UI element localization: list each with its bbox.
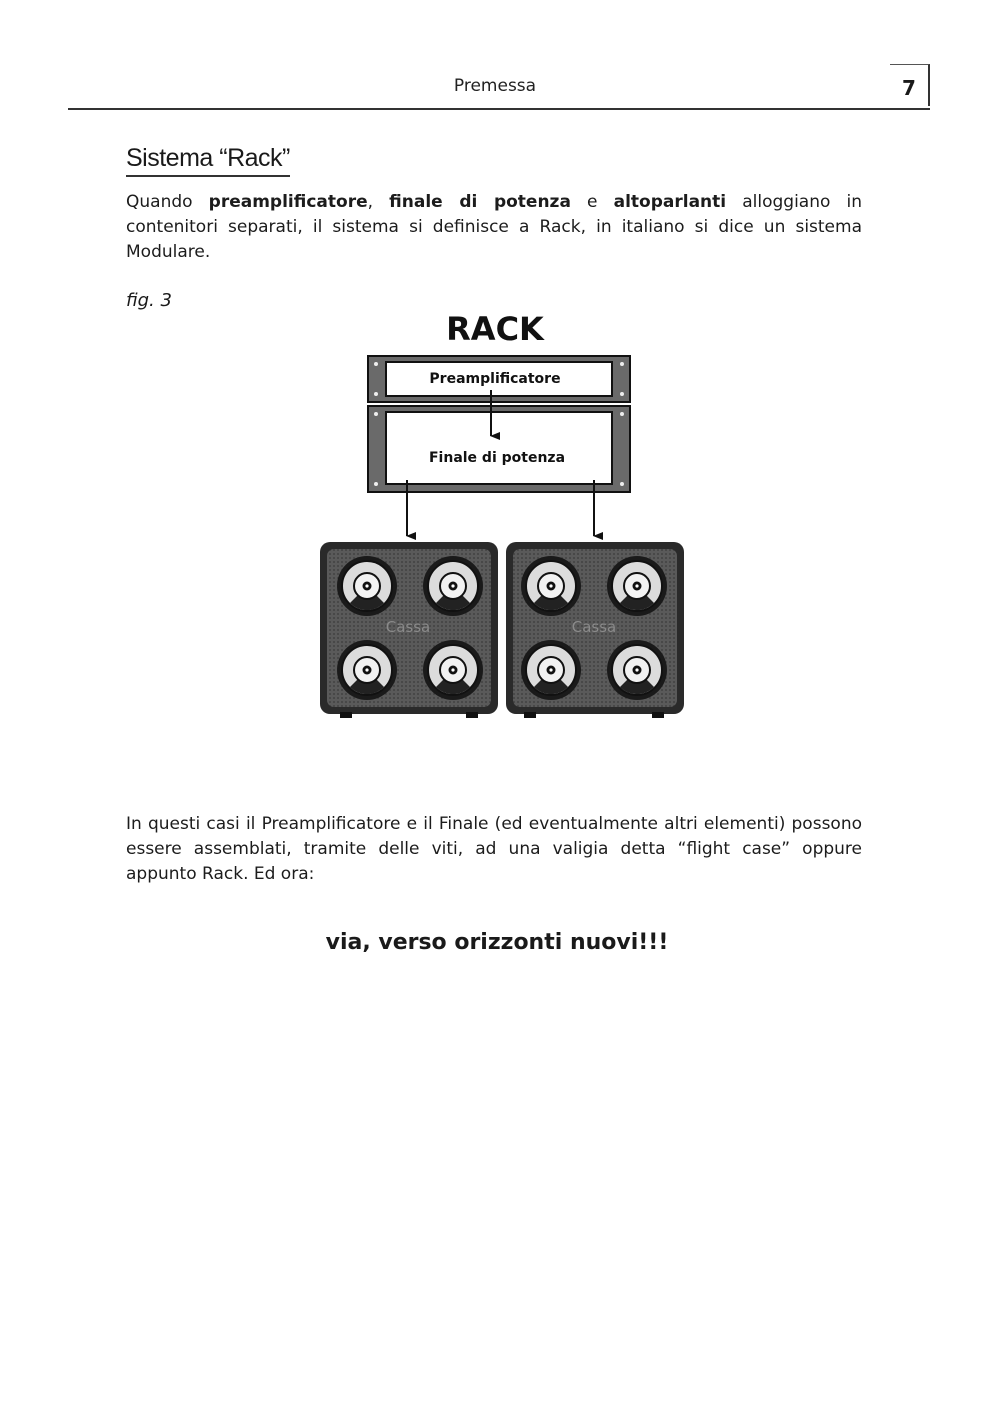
power-amp-label: Finale di potenza: [428, 450, 566, 466]
rack-title: RACK: [446, 310, 544, 348]
right-cabinet-label: Cassa: [571, 618, 617, 636]
term-finale-di-potenza: finale di potenza: [389, 192, 571, 212]
left-cabinet-label: Cassa: [385, 618, 431, 636]
preamp-unit: [368, 356, 630, 402]
term-altoparlanti: altoparlanti: [613, 192, 727, 212]
right-cabinet: [506, 542, 684, 718]
preamp-label: Preamplificatore: [429, 371, 561, 387]
running-header: Premessa: [453, 76, 537, 96]
left-cabinet: [320, 542, 498, 718]
intro-text-1: Quando: [126, 192, 209, 212]
rack-explanation-paragraph: In questi casi il Preamplificatore e il Finale (ed eventualmente altri elementi) possono essere assemblati, tramite delle viti, ad una valigia detta “flight case” oppure appunto Rack. Ed ora:: [126, 814, 862, 884]
intro-text-4: alloggiano in contenitori separati, il sistema si definisce a Rack, in italiano si dice un sistema Modulare.: [126, 192, 862, 262]
section-title: Sistema “Rack”: [126, 144, 290, 177]
page-number: 7: [890, 64, 930, 106]
closing-line: via, verso orizzonti nuovi!!!: [325, 930, 669, 955]
power-amp-unit: [368, 406, 630, 492]
intro-text-3: e: [570, 192, 614, 212]
intro-text-2: ,: [367, 192, 390, 212]
term-preamplificatore: preamplificatore: [208, 192, 368, 212]
figure-label: fig. 3: [126, 290, 172, 311]
